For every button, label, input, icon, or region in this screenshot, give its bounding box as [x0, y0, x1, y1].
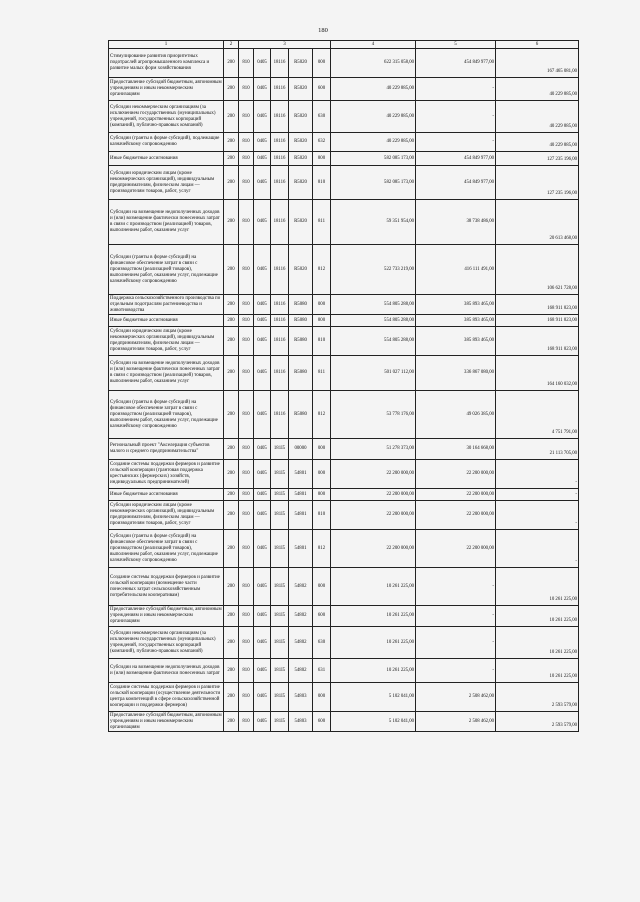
row-code-expense-type: 632 [313, 133, 331, 152]
row-amount-regional: - [496, 489, 579, 501]
row-amount-total: 554 805 288,00 [331, 315, 416, 327]
row-code-program: 18116 [271, 391, 289, 439]
row-code-program: 181I5 [271, 460, 289, 489]
row-code-subsection: 0405 [254, 683, 271, 712]
row-amount-total: 522 733 219,00 [331, 245, 416, 295]
row-code-subsection: 0405 [254, 245, 271, 295]
row-code-subsection: 0405 [254, 439, 271, 460]
row-amount-federal: - [416, 606, 496, 627]
row-description: Субсидии юридическим лицам (кроме некоммерческих организаций), индивидуальным предпринимателям, физическим лицам — производителям товаров, работ, услуг [109, 327, 224, 356]
row-code-target: 00000 [289, 439, 313, 460]
row-amount-federal: - [416, 568, 496, 606]
row-code-target: 54801 [289, 460, 313, 489]
row-code-subsection: 0405 [254, 315, 271, 327]
row-amount-total: 10 261 225,00 [331, 659, 416, 683]
row-amount-total: 22 200 000,00 [331, 501, 416, 530]
row-description: Предоставление субсидий бюджетным, автономным учреждениям и иным некоммерческим организациям [109, 606, 224, 627]
row-code-expense-type: 630 [313, 627, 331, 659]
row-code-program: 181I5 [271, 627, 289, 659]
row-description: Субсидии юридическим лицам (кроме некоммерческих организаций), индивидуальным предпринимателям, физическим лицам — производителям товаров, работ, услуг [109, 501, 224, 530]
row-description: Субсидии на возмещение недополученных доходов и (или) возмещение фактически понесенных затрат [109, 659, 224, 683]
row-code-section: 810 [239, 356, 254, 391]
row-amount-regional: 164 160 032,00 [496, 356, 579, 391]
row-code-program: 18116 [271, 133, 289, 152]
row-code-subsection: 0405 [254, 152, 271, 166]
row-code-expense-type: 000 [313, 295, 331, 315]
row-code-admin: 200 [224, 460, 239, 489]
row-code-expense-type: 000 [313, 568, 331, 606]
row-code-section: 810 [239, 133, 254, 152]
row-code-expense-type: 810 [313, 327, 331, 356]
row-amount-regional: 40 229 885,00 [496, 78, 579, 101]
row-code-section: 810 [239, 530, 254, 568]
row-code-expense-type: 600 [313, 606, 331, 627]
row-code-expense-type: 800 [313, 152, 331, 166]
table-row [109, 101, 579, 133]
row-code-section: 810 [239, 295, 254, 315]
row-code-subsection: 0405 [254, 200, 271, 245]
table-row [109, 501, 579, 530]
row-description: Создание системы поддержки фермеров и развитие сельской кооперации (грантовая поддержка крестьянских (фермерских) хозяйств, индивидуальных предпринимателей) [109, 460, 224, 489]
row-code-program: 18116 [271, 245, 289, 295]
table-row [109, 683, 579, 712]
row-code-subsection: 0405 [254, 327, 271, 356]
row-amount-total: 40 229 885,00 [331, 133, 416, 152]
table-row [109, 712, 579, 732]
row-amount-total: 53 778 176,00 [331, 391, 416, 439]
row-code-target: R5080 [289, 295, 313, 315]
row-description: Иные бюджетные ассигнования [109, 152, 224, 166]
row-code-subsection: 0405 [254, 356, 271, 391]
row-code-expense-type: 000 [313, 49, 331, 78]
row-code-section: 810 [239, 245, 254, 295]
row-code-admin: 200 [224, 391, 239, 439]
row-code-section: 810 [239, 501, 254, 530]
row-amount-total: 22 200 000,00 [331, 489, 416, 501]
row-code-program: 181I5 [271, 659, 289, 683]
row-amount-regional: - [496, 460, 579, 489]
table-row [109, 627, 579, 659]
row-code-section: 810 [239, 712, 254, 732]
row-code-expense-type: 810 [313, 501, 331, 530]
row-amount-regional: - [496, 530, 579, 568]
row-amount-total: 5 102 041,00 [331, 712, 416, 732]
row-code-section: 810 [239, 200, 254, 245]
table-row [109, 315, 579, 327]
row-code-target: R5020 [289, 133, 313, 152]
row-code-subsection: 0405 [254, 295, 271, 315]
row-amount-total: 501 027 112,00 [331, 356, 416, 391]
row-code-section: 810 [239, 460, 254, 489]
row-code-subsection: 0405 [254, 568, 271, 606]
row-code-target: 54803 [289, 683, 313, 712]
row-code-program: 181I5 [271, 606, 289, 627]
row-amount-total: 59 351 954,00 [331, 200, 416, 245]
row-code-target: R5020 [289, 152, 313, 166]
row-code-expense-type: 800 [313, 489, 331, 501]
row-code-section: 810 [239, 568, 254, 606]
row-code-section: 810 [239, 489, 254, 501]
row-amount-regional: 21 113 705,00 [496, 439, 579, 460]
row-code-target: 54801 [289, 530, 313, 568]
row-amount-regional: 168 911 823,00 [496, 315, 579, 327]
row-amount-regional: 10 261 225,00 [496, 568, 579, 606]
table-row [109, 568, 579, 606]
row-amount-federal: 38 738 486,00 [416, 200, 496, 245]
row-code-target: R5080 [289, 391, 313, 439]
row-amount-federal: 416 111 491,00 [416, 245, 496, 295]
row-code-target: 54802 [289, 659, 313, 683]
row-code-target: R5020 [289, 78, 313, 101]
header-col-5: 5 [416, 41, 496, 49]
row-amount-regional: 106 621 728,00 [496, 245, 579, 295]
table-row [109, 200, 579, 245]
row-code-program: 18116 [271, 356, 289, 391]
table-row [109, 659, 579, 683]
row-description: Субсидии (гранты в форме субсидий) на финансовое обеспечение затрат в связи с производством (реализацией товаров), выполнением работ, оказанием услуг, подлежащие казначейскому сопровождению [109, 391, 224, 439]
row-description: Иные бюджетные ассигнования [109, 315, 224, 327]
row-amount-federal: 22 200 000,00 [416, 501, 496, 530]
row-code-target: 54801 [289, 501, 313, 530]
row-amount-regional: 40 229 885,00 [496, 101, 579, 133]
row-code-subsection: 0405 [254, 49, 271, 78]
row-code-admin: 200 [224, 568, 239, 606]
row-code-admin: 200 [224, 683, 239, 712]
row-amount-regional: 10 261 225,00 [496, 627, 579, 659]
row-code-admin: 200 [224, 439, 239, 460]
row-code-section: 810 [239, 683, 254, 712]
row-amount-regional: 40 229 885,00 [496, 133, 579, 152]
row-description: Субсидии на возмещение недополученных доходов и (или) возмещение фактически понесенных затрат в связи с производством (реализацией) товаров, выполнением работ, оказанием услуг [109, 356, 224, 391]
row-code-program: 181I5 [271, 530, 289, 568]
row-code-subsection: 0405 [254, 133, 271, 152]
row-code-expense-type: 631 [313, 659, 331, 683]
row-description: Субсидии на возмещение недополученных доходов и (или) возмещение фактически понесенных затрат в связи с производством (реализацией) товаров, выполнением работ, оказанием услуг [109, 200, 224, 245]
row-code-subsection: 0405 [254, 501, 271, 530]
row-code-expense-type: 812 [313, 530, 331, 568]
table-row [109, 133, 579, 152]
row-code-admin: 200 [224, 606, 239, 627]
table-row [109, 49, 579, 78]
table-row [109, 439, 579, 460]
row-code-target: R5080 [289, 356, 313, 391]
row-amount-federal: 454 849 977,00 [416, 166, 496, 200]
row-code-program: 181I5 [271, 683, 289, 712]
row-code-expense-type: 630 [313, 101, 331, 133]
row-description: Субсидии юридическим лицам (кроме некоммерческих организаций), индивидуальным предпринимателям, физическим лицам — производителям товаров, работ, услуг [109, 166, 224, 200]
table-row [109, 295, 579, 315]
row-code-program: 181I5 [271, 439, 289, 460]
row-description: Региональный проект "Акселерация субъектов малого и среднего предпринимательства" [109, 439, 224, 460]
row-amount-federal: 336 867 080,00 [416, 356, 496, 391]
row-code-target: R5080 [289, 327, 313, 356]
row-amount-federal: - [416, 133, 496, 152]
row-amount-federal: 2 508 462,00 [416, 683, 496, 712]
row-amount-federal: 30 164 668,00 [416, 439, 496, 460]
row-code-subsection: 0405 [254, 530, 271, 568]
row-code-admin: 200 [224, 659, 239, 683]
row-amount-total: 10 261 225,00 [331, 606, 416, 627]
row-code-expense-type: 600 [313, 78, 331, 101]
row-code-expense-type: 812 [313, 245, 331, 295]
row-code-subsection: 0405 [254, 712, 271, 732]
row-description: Предоставление субсидий бюджетным, автономным учреждениям и иным некоммерческим организациям [109, 78, 224, 101]
row-code-program: 18116 [271, 101, 289, 133]
row-code-program: 18116 [271, 315, 289, 327]
row-amount-regional: 20 613 468,00 [496, 200, 579, 245]
row-code-expense-type: 811 [313, 200, 331, 245]
row-code-target: 54803 [289, 712, 313, 732]
row-amount-total: 554 805 288,00 [331, 327, 416, 356]
row-code-subsection: 0405 [254, 166, 271, 200]
row-amount-total: 5 102 041,00 [331, 683, 416, 712]
row-code-target: R5020 [289, 101, 313, 133]
row-code-admin: 200 [224, 200, 239, 245]
row-description: Субсидии (гранты в форме субсидий) на финансовое обеспечение затрат в связи с производством (реализацией товаров), выполнением работ, оказанием услуг, подлежащие казначейскому сопровождению [109, 530, 224, 568]
row-amount-total: 10 261 225,00 [331, 568, 416, 606]
row-code-section: 810 [239, 327, 254, 356]
header-col-2: 2 [224, 41, 239, 49]
row-amount-federal: 454 849 977,00 [416, 152, 496, 166]
row-code-admin: 200 [224, 152, 239, 166]
row-code-admin: 200 [224, 327, 239, 356]
row-code-admin: 200 [224, 501, 239, 530]
row-amount-regional: 168 911 823,00 [496, 327, 579, 356]
row-code-target: R5020 [289, 49, 313, 78]
row-code-program: 18116 [271, 166, 289, 200]
row-code-section: 810 [239, 78, 254, 101]
row-code-program: 18116 [271, 200, 289, 245]
row-amount-total: 22 200 000,00 [331, 530, 416, 568]
row-amount-total: 22 200 000,00 [331, 460, 416, 489]
row-amount-total: 582 085 173,00 [331, 166, 416, 200]
row-code-target: 54802 [289, 568, 313, 606]
row-amount-regional: 4 751 791,00 [496, 391, 579, 439]
row-code-expense-type: 000 [313, 439, 331, 460]
row-code-admin: 200 [224, 356, 239, 391]
row-code-expense-type: 000 [313, 683, 331, 712]
row-code-subsection: 0405 [254, 659, 271, 683]
row-description: Поддержка сельскохозяйственного производства по отдельным подотраслям растениеводства и животноводства [109, 295, 224, 315]
budget-table [108, 40, 579, 732]
row-code-subsection: 0405 [254, 489, 271, 501]
row-code-admin: 200 [224, 166, 239, 200]
row-code-admin: 200 [224, 133, 239, 152]
row-code-subsection: 0405 [254, 78, 271, 101]
row-code-expense-type: 600 [313, 712, 331, 732]
row-code-program: 181I5 [271, 489, 289, 501]
row-code-expense-type: 000 [313, 460, 331, 489]
row-amount-federal: 385 893 465,00 [416, 315, 496, 327]
table-row [109, 152, 579, 166]
row-code-expense-type: 810 [313, 166, 331, 200]
row-description: Предоставление субсидий бюджетным, автономным учреждениям и иным некоммерческим организациям [110, 712, 222, 730]
row-code-admin: 200 [224, 245, 239, 295]
row-code-program: 18116 [271, 295, 289, 315]
row-description: Субсидии (гранты в форме субсидий) на финансовое обеспечение затрат в связи с производством (реализацией товаров), выполнением работ, оказанием услуг, подлежащие казначейскому сопровождению [109, 245, 224, 295]
row-amount-regional: 10 261 225,00 [496, 659, 579, 683]
row-amount-total: 10 261 225,00 [331, 627, 416, 659]
row-amount-federal: 454 849 977,00 [416, 49, 496, 78]
row-code-target: R5020 [289, 166, 313, 200]
row-code-program: 181I5 [271, 568, 289, 606]
header-col-3: 3 [239, 41, 331, 49]
row-code-program: 18116 [271, 327, 289, 356]
row-amount-total: 554 805 288,00 [331, 295, 416, 315]
row-amount-federal: 49 026 385,00 [416, 391, 496, 439]
table-row [109, 460, 579, 489]
row-code-target: R5020 [289, 200, 313, 245]
row-amount-federal: 22 200 000,00 [416, 460, 496, 489]
row-code-subsection: 0405 [254, 627, 271, 659]
row-code-section: 810 [239, 659, 254, 683]
row-code-section: 810 [239, 152, 254, 166]
header-col-6: 6 [496, 41, 579, 49]
row-code-subsection: 0405 [254, 391, 271, 439]
row-code-target: 54802 [289, 606, 313, 627]
row-amount-federal: 22 200 000,00 [416, 489, 496, 501]
row-code-target: 54802 [289, 627, 313, 659]
row-code-target: R5020 [289, 245, 313, 295]
row-amount-federal: - [416, 659, 496, 683]
row-code-admin: 200 [224, 712, 239, 732]
row-code-expense-type: 812 [313, 391, 331, 439]
table-row [109, 78, 579, 101]
row-amount-federal: 385 893 465,00 [416, 327, 496, 356]
row-code-program: 18116 [271, 152, 289, 166]
row-code-admin: 200 [224, 315, 239, 327]
row-code-program: 181I5 [271, 712, 289, 732]
table-row [109, 166, 579, 200]
row-amount-total: 40 229 885,00 [331, 101, 416, 133]
table-row [109, 245, 579, 295]
row-amount-federal: 385 893 465,00 [416, 295, 496, 315]
row-code-program: 18116 [271, 49, 289, 78]
row-code-section: 810 [239, 606, 254, 627]
row-code-subsection: 0405 [254, 460, 271, 489]
row-code-program: 181I5 [271, 501, 289, 530]
table-header-row [109, 41, 579, 49]
row-code-admin: 200 [224, 627, 239, 659]
page-number: 180 [318, 27, 328, 34]
row-code-section: 810 [239, 439, 254, 460]
row-code-section: 810 [239, 49, 254, 78]
row-amount-regional: 167 465 081,00 [496, 49, 579, 78]
row-amount-total: 40 229 885,00 [331, 78, 416, 101]
row-amount-federal: 22 200 000,00 [416, 530, 496, 568]
row-amount-regional: 2 593 579,00 [496, 712, 579, 732]
row-amount-regional: 127 235 196,00 [496, 166, 579, 200]
row-description: Стимулирование развития приоритетных подотраслей агропромышленного комплекса и развитие малых форм хозяйствования [109, 49, 224, 78]
header-col-1: 1 [109, 41, 224, 49]
table-row [109, 530, 579, 568]
row-code-target: 54801 [289, 489, 313, 501]
row-code-section: 810 [239, 315, 254, 327]
table-row [109, 489, 579, 501]
table-row [109, 606, 579, 627]
row-amount-total: 51 278 373,00 [331, 439, 416, 460]
row-description: Создание системы поддержки фермеров и развитие сельской кооперации (возмещение части понесенных затрат сельскохозяйственным потребительским кооперативам) [109, 568, 224, 606]
row-code-section: 810 [239, 166, 254, 200]
row-code-admin: 200 [224, 78, 239, 101]
row-code-admin: 200 [224, 489, 239, 501]
row-code-target: R5080 [289, 315, 313, 327]
row-amount-federal: 2 508 462,00 [416, 712, 496, 732]
row-code-expense-type: 800 [313, 315, 331, 327]
row-amount-regional: 2 593 579,00 [496, 683, 579, 712]
row-code-admin: 200 [224, 101, 239, 133]
row-amount-regional: 127 235 196,00 [496, 152, 579, 166]
row-code-expense-type: 811 [313, 356, 331, 391]
row-code-subsection: 0405 [254, 101, 271, 133]
header-col-4: 4 [331, 41, 416, 49]
row-code-admin: 200 [224, 295, 239, 315]
table-row [109, 391, 579, 439]
row-code-section: 810 [239, 391, 254, 439]
row-amount-federal: - [416, 101, 496, 133]
row-description: Иные бюджетные ассигнования [109, 489, 224, 501]
row-code-admin: 200 [224, 49, 239, 78]
table-row [109, 327, 579, 356]
row-amount-regional: 10 261 225,00 [496, 606, 579, 627]
row-code-section: 810 [239, 101, 254, 133]
row-amount-regional: 168 911 823,00 [496, 295, 579, 315]
row-description: Субсидии некоммерческим организациям (за исключением государственных (муниципальных) учреждений, государственных корпораций (компаний), публично-правовых компаний) [109, 101, 224, 133]
row-amount-regional: - [496, 501, 579, 530]
row-code-section: 810 [239, 627, 254, 659]
row-description: Субсидии некоммерческим организациям (за исключением государственных (муниципальных) учреждений, государственных корпораций (компаний), публично-правовых компаний) [109, 627, 224, 659]
row-code-admin: 200 [224, 530, 239, 568]
row-description: Создание системы поддержки фермеров и развитие сельской кооперации (осуществление деятельности центра компетенций в сфере сельскохозяйственной кооперации и поддержки фермеров) [109, 683, 224, 712]
table-row [109, 356, 579, 391]
row-amount-federal: - [416, 627, 496, 659]
row-code-subsection: 0405 [254, 606, 271, 627]
row-amount-federal: - [416, 78, 496, 101]
row-amount-total: 582 085 173,00 [331, 152, 416, 166]
row-description: Субсидии (гранты в форме субсидий), подлежащие казначейскому сопровождению [109, 133, 224, 152]
row-code-program: 18116 [271, 78, 289, 101]
row-amount-total: 622 315 058,00 [331, 49, 416, 78]
